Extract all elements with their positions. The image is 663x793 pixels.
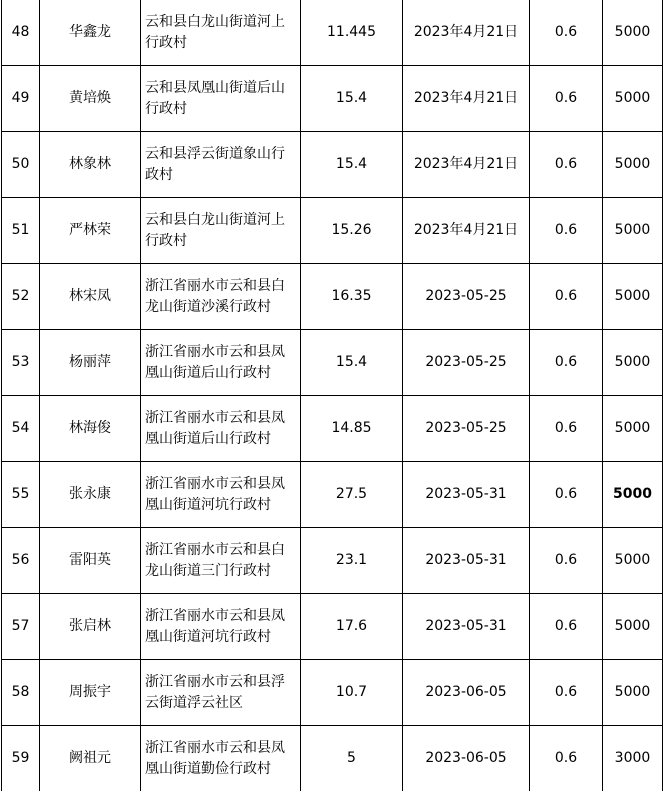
amount-cell: 5000 [603, 330, 663, 396]
table-row [2, 660, 663, 726]
date-cell: 2023-05-31 [403, 528, 530, 594]
rate-cell: 0.6 [530, 330, 603, 396]
address-cell: 云和县白龙山街道河上行政村 [141, 0, 301, 66]
address-cell: 浙江省丽水市云和县白龙山街道三门行政村 [141, 528, 301, 594]
name-cell: 黄培焕 [40, 66, 141, 132]
amount-cell: 5000 [603, 594, 663, 660]
value-cell: 5 [301, 726, 403, 792]
amount-cell: 5000 [603, 198, 663, 264]
date-cell: 2023年4月21日 [403, 198, 530, 264]
records-table-body [2, 0, 663, 791]
name-cell: 张永康 [40, 462, 141, 528]
row-number-cell: 53 [2, 330, 40, 396]
address-cell: 云和县白龙山街道河上行政村 [141, 198, 301, 264]
address-cell: 浙江省丽水市云和县白龙山街道沙溪行政村 [141, 264, 301, 330]
date-cell: 2023-05-31 [403, 462, 530, 528]
name-cell: 林海俊 [40, 396, 141, 462]
name-cell: 周振宇 [40, 660, 141, 726]
rate-cell: 0.6 [530, 462, 603, 528]
row-number-cell: 52 [2, 264, 40, 330]
name-cell: 雷阳英 [40, 528, 141, 594]
amount-cell: 3000 [603, 726, 663, 792]
rate-cell: 0.6 [530, 396, 603, 462]
date-cell: 2023年4月21日 [403, 132, 530, 198]
table-row [2, 462, 663, 528]
rate-cell: 0.6 [530, 66, 603, 132]
value-cell: 14.85 [301, 396, 403, 462]
row-number-cell: 48 [2, 0, 40, 66]
value-cell: 10.7 [301, 660, 403, 726]
amount-cell: 5000 [603, 396, 663, 462]
date-cell: 2023-05-25 [403, 330, 530, 396]
amount-cell: 5000 [603, 462, 663, 528]
amount-cell: 5000 [603, 0, 663, 66]
row-number-cell: 54 [2, 396, 40, 462]
name-cell: 阙祖元 [40, 726, 141, 792]
row-number-cell: 58 [2, 660, 40, 726]
rate-cell: 0.6 [530, 264, 603, 330]
row-number-cell: 55 [2, 462, 40, 528]
address-cell: 云和县凤凰山街道后山行政村 [141, 66, 301, 132]
name-cell: 杨丽萍 [40, 330, 141, 396]
date-cell: 2023-06-05 [403, 660, 530, 726]
address-cell: 浙江省丽水市云和县凤凰山街道勤俭行政村 [141, 726, 301, 792]
rate-cell: 0.6 [530, 132, 603, 198]
row-number-cell: 56 [2, 528, 40, 594]
amount-cell: 5000 [603, 660, 663, 726]
value-cell: 23.1 [301, 528, 403, 594]
name-cell: 林象林 [40, 132, 141, 198]
value-cell: 16.35 [301, 264, 403, 330]
table-row [2, 594, 663, 660]
row-number-cell: 51 [2, 198, 40, 264]
address-cell: 浙江省丽水市云和县凤凰山街道河坑行政村 [141, 594, 301, 660]
value-cell: 27.5 [301, 462, 403, 528]
records-table [1, 0, 663, 791]
address-cell: 浙江省丽水市云和县凤凰山街道河坑行政村 [141, 462, 301, 528]
amount-cell: 5000 [603, 66, 663, 132]
table-row [2, 66, 663, 132]
name-cell: 严林荣 [40, 198, 141, 264]
name-cell: 林宋凤 [40, 264, 141, 330]
name-cell: 华鑫龙 [40, 0, 141, 66]
date-cell: 2023-05-31 [403, 594, 530, 660]
row-number-cell: 49 [2, 66, 40, 132]
rate-cell: 0.6 [530, 198, 603, 264]
date-cell: 2023年4月21日 [403, 0, 530, 66]
value-cell: 17.6 [301, 594, 403, 660]
rate-cell: 0.6 [530, 726, 603, 792]
row-number-cell: 59 [2, 726, 40, 792]
amount-cell: 5000 [603, 264, 663, 330]
rate-cell: 0.6 [530, 594, 603, 660]
address-cell: 云和县浮云街道象山行政村 [141, 132, 301, 198]
amount-cell: 5000 [603, 132, 663, 198]
rate-cell: 0.6 [530, 528, 603, 594]
table-row [2, 528, 663, 594]
rate-cell: 0.6 [530, 660, 603, 726]
table-row [2, 726, 663, 792]
address-cell: 浙江省丽水市云和县凤凰山街道后山行政村 [141, 396, 301, 462]
address-cell: 浙江省丽水市云和县凤凰山街道后山行政村 [141, 330, 301, 396]
table-row [2, 330, 663, 396]
name-cell: 张启林 [40, 594, 141, 660]
table-row [2, 264, 663, 330]
amount-cell: 5000 [603, 528, 663, 594]
row-number-cell: 57 [2, 594, 40, 660]
address-cell: 浙江省丽水市云和县浮云街道浮云社区 [141, 660, 301, 726]
rate-cell: 0.6 [530, 0, 603, 66]
table-row [2, 396, 663, 462]
date-cell: 2023-05-25 [403, 396, 530, 462]
value-cell: 15.26 [301, 198, 403, 264]
value-cell: 15.4 [301, 66, 403, 132]
date-cell: 2023-05-25 [403, 264, 530, 330]
date-cell: 2023年4月21日 [403, 66, 530, 132]
date-cell: 2023-06-05 [403, 726, 530, 792]
value-cell: 15.4 [301, 132, 403, 198]
value-cell: 15.4 [301, 330, 403, 396]
table-row [2, 198, 663, 264]
row-number-cell: 50 [2, 132, 40, 198]
table-row [2, 132, 663, 198]
value-cell: 11.445 [301, 0, 403, 66]
table-row [2, 0, 663, 66]
